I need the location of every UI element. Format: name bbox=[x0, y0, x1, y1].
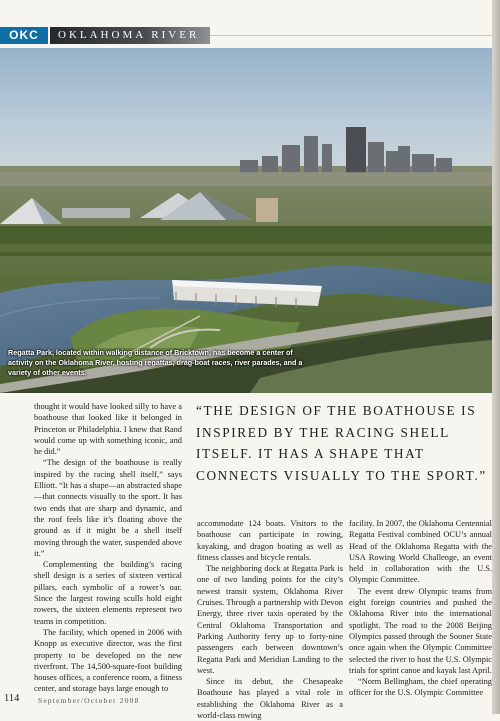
photo-caption: Regatta Park, located within walking distance of Bricktown, has become a center of activity on the Oklahoma River, hosting regattas, drag-boat races, river parades, and a variety of other events. bbox=[8, 348, 303, 377]
paragraph: The neighboring dock at Regatta Park is one of two landing points for the city’s newest transit system, Oklahoma River Cruises. Through a partnership with Devon Energy, three river taxis operated by the Central Oklahoma Transportation and Parking Authority ferry up to forty-nine passengers each between downtown’s Regatta Park and Meridian Landing to the west. bbox=[197, 564, 343, 675]
paragraph: The event drew Olympic teams from eight foreign countries and pushed the Oklahoma River into the international spotlight. The road to the 2008 Beijing Olympics passed through the Sooner State once again when the Olympic Committee selected the river to host the U.S. Olympic trials for sprint canoe and kayak last April. bbox=[349, 586, 492, 675]
paragraph: accommodate 124 boats. Visitors to the boathouse can participate in rowing, kayaking, and dragon boating as well as fitness classes and bicycle rentals. bbox=[197, 519, 343, 562]
paragraph: facility. In 2007, the Oklahoma Centennial Regatta Festival combined OCU’s annual Head of the Oklahoma Regatta with the USA Rowing World Challenge, an event held in collaboration with the U.S. Olympic Committee. bbox=[349, 519, 492, 585]
paragraph: Since its debut, the Chesapeake Boathouse has played a vital role in establishing the Oklahoma River as a world-class rowing bbox=[197, 677, 343, 721]
paragraph: “Norm Bellingham, the chief operating officer for the U.S. Olympic Committee bbox=[349, 677, 492, 698]
pull-quote: “THE DESIGN OF THE BOATHOUSE IS INSPIRED BY THE RACING SHELL ITSELF. IT HAS A SHAPE THAT CONNECTS VISUALLY TO THE SPORT.” bbox=[196, 403, 487, 483]
section-badge: OKC bbox=[0, 27, 48, 44]
paragraph: thought it would have looked silly to have a boathouse that looked like it belonged in Princeton or Philadelphia. I knew that Rand would come up with something iconic, and he did.” bbox=[34, 402, 182, 457]
paragraph: Complementing the building’s racing shell design is a series of sixteen vertical pillars, each symbolic of a rower’s oar. Since the largest rowing sculls hold eight rowers, the sixteen elements represent two teams in competition. bbox=[34, 560, 182, 626]
paragraph: “The design of the boathouse is really inspired by the racing shell itself,” says Elliott. “It has a shape—an abstracted shape—that connects visually to the sport. It has two ends that are sharp and dynamic, and the roof feels like it’s floating above the ground as if it might be a shell itself moving through the water, suspended above it.” bbox=[34, 458, 182, 558]
page-gutter bbox=[492, 0, 500, 714]
article-column-2 bbox=[197, 518, 343, 721]
header-rule bbox=[210, 35, 492, 36]
article-column-1 bbox=[34, 401, 182, 695]
page-number: 114 bbox=[4, 693, 20, 704]
section-title: OKLAHOMA RIVER bbox=[58, 29, 200, 41]
aerial-photo bbox=[0, 48, 492, 393]
paragraph: The facility, which opened in 2006 with Knopp as executive director, was the first property to be developed on the new riverfront. The 14,500-square-foot building houses offices, a conference room, a fitness center, and storage bays large enough to bbox=[34, 627, 182, 694]
issue-date: September/October 2008 bbox=[38, 696, 140, 705]
article-column-3 bbox=[349, 518, 492, 708]
